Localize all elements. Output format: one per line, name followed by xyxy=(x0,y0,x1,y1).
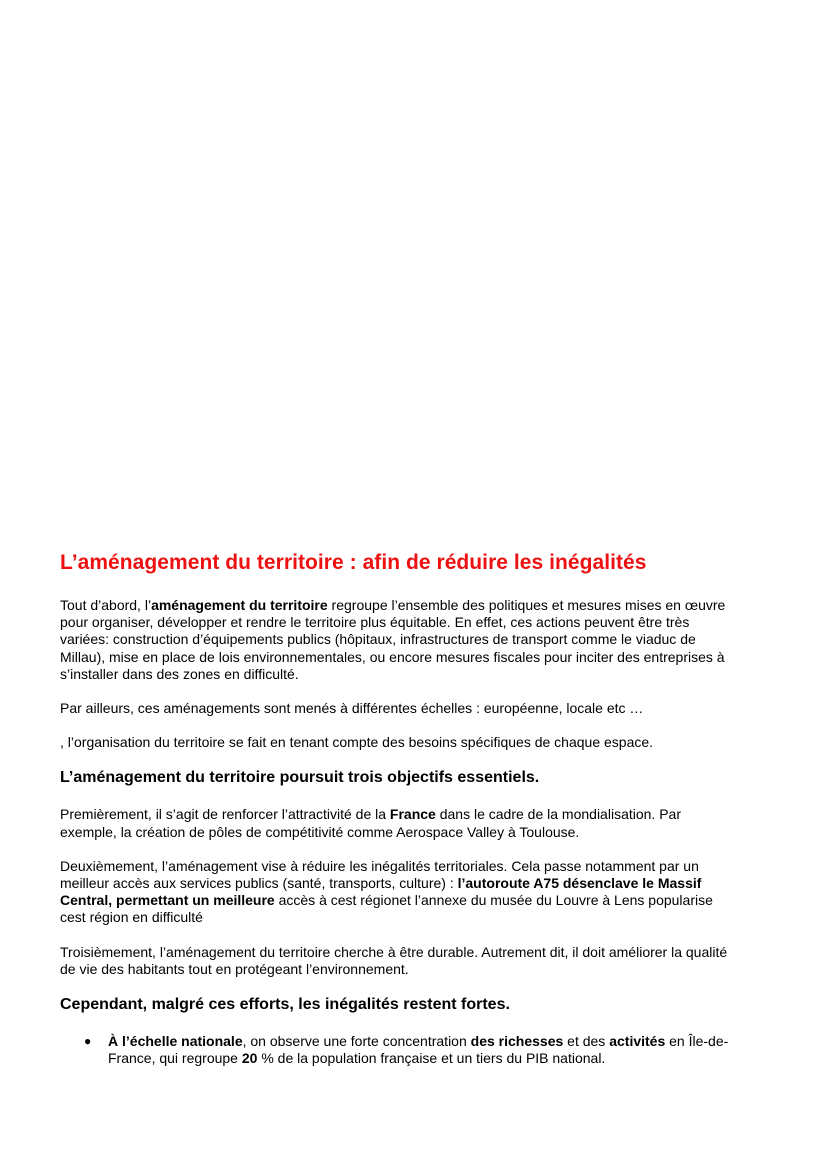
paragraph-definition xyxy=(60,597,730,683)
section-heading-objectives: L’aménagement du territoire poursuit trois objectifs essentiels. xyxy=(60,769,540,787)
list-item xyxy=(84,1033,730,1067)
bold-term: des richesses xyxy=(470,1033,564,1050)
paragraph-scales: Par ailleurs, ces aménagements sont menés à différentes échelles : européenne, locale etc … xyxy=(60,700,644,717)
text-run: et des xyxy=(563,1033,610,1050)
text-run: regroupe l’ensemble des politiques et mesures mises en œuvre pour organiser, développer et rendre le territoire plus équitable. En effet, ces actions peuvent être très variées: construction d’équipements publics (hôpitaux, infrastructures de transport comme le viaduc de Millau), mise en place de lois environnementales, ou encore mesures fiscales pour inciter des entreprises à s’installer dans des zones en difficulté. xyxy=(60,597,726,682)
text-run: dans le cadre de la mondialisation. Par exemple, la création de pôles de compétitivité comme Aerospace Valley à Toulouse. xyxy=(60,806,681,840)
paragraph-organisation: , l’organisation du territoire se fait en tenant compte des besoins spécifiques de chaque espace. xyxy=(60,734,654,751)
section-heading-inequalities: Cependant, malgré ces efforts, les inégalités restent fortes. xyxy=(60,996,510,1014)
text-run: accès à cest régionet l’annexe du musée du Louvre à Lens popularise cest région en difficulté xyxy=(60,892,713,926)
document-body xyxy=(60,549,730,1067)
text-run: Tout d’abord, l’ xyxy=(60,597,152,613)
text-run: Premièrement, il s’agit de renforcer l’attractivité de la xyxy=(60,806,390,823)
bold-term: À l’échelle nationale xyxy=(108,1033,243,1050)
bullet-icon: ● xyxy=(84,1034,92,1049)
bold-term: aménagement du territoire xyxy=(151,597,328,613)
document-title: L’aménagement du territoire : afin de réduire les inégalités xyxy=(60,551,647,574)
text-run: Deuxièmement, l’aménagement vise à réduire les inégalités territoriales. Cela passe notamment par un meilleur accès aux services publics (santé, transports, culture) : xyxy=(60,857,699,892)
bold-term: l’autoroute A75 désenclave le Massif Central, permettant un meilleure xyxy=(60,875,702,909)
bullet-list xyxy=(60,1033,730,1067)
bold-term: France xyxy=(389,806,436,823)
paragraph-second-objective xyxy=(60,858,730,927)
paragraph-first-objective xyxy=(60,806,730,840)
bold-term: activités xyxy=(609,1033,666,1050)
text-run: en Île-de-France, qui regroupe xyxy=(108,1033,729,1067)
paragraph-third-objective: Troisièmement, l’aménagement du territoire cherche à être durable. Autrement dit, il doit améliorer la qualité de vie des habitants tout en protégeant l’environnement. xyxy=(60,943,728,977)
text-run: % de la population française et un tiers du PIB national. xyxy=(257,1050,606,1067)
text-run: , on observe une forte concentration xyxy=(242,1033,471,1050)
bold-term: 20 xyxy=(241,1050,258,1067)
